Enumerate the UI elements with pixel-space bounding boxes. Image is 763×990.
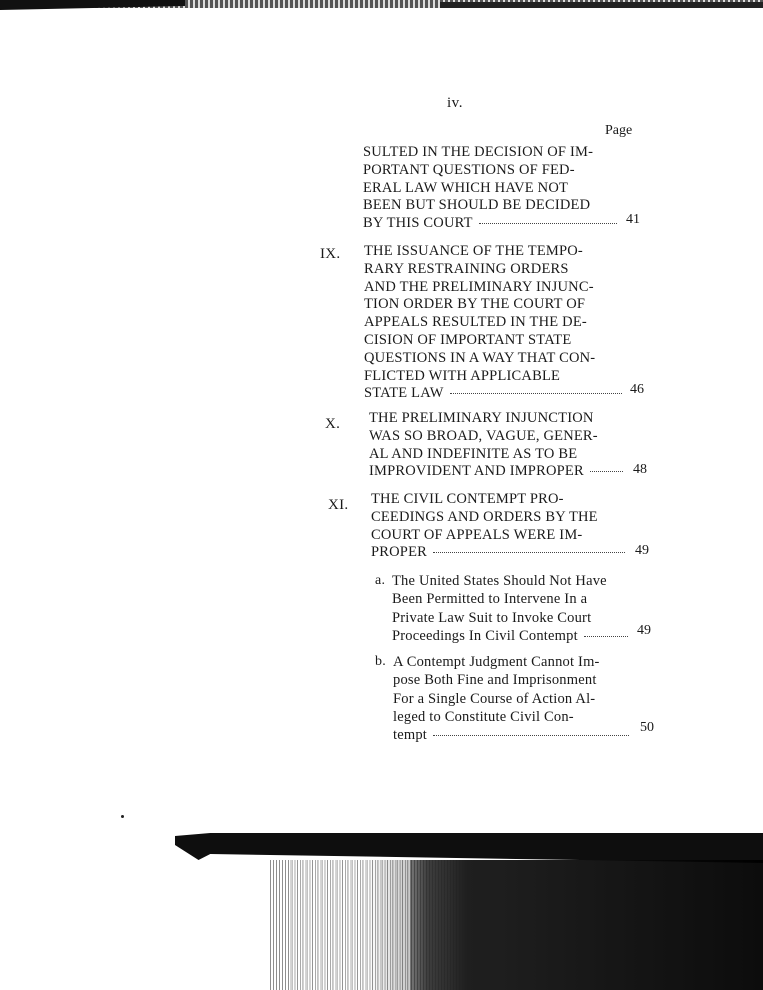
- toc-line: FLICTED WITH APPLICABLE: [364, 367, 561, 384]
- toc-line: THE ISSUANCE OF THE TEMPO-: [364, 243, 583, 259]
- toc-entry-number: X.: [325, 416, 341, 432]
- toc-line: Been Permitted to Intervene In a: [392, 591, 588, 608]
- scan-speck: [121, 815, 124, 818]
- toc-line: AND THE PRELIMINARY INJUNC-: [364, 278, 594, 295]
- toc-line: The United States Should Not Have: [392, 573, 607, 589]
- page-folio: iv.: [447, 95, 463, 111]
- dot-leader: [433, 735, 629, 736]
- toc-line: RARY RESTRAINING ORDERS: [364, 260, 569, 277]
- toc-line: TION ORDER BY THE COURT OF: [364, 296, 586, 313]
- toc-subentry-letter: a.: [375, 573, 386, 588]
- dot-leader: [590, 471, 623, 472]
- toc-line: THE CIVIL CONTEMPT PRO-: [371, 491, 564, 507]
- toc-line: QUESTIONS IN A WAY THAT CON-: [364, 349, 596, 366]
- toc-line: PORTANT QUESTIONS OF FED-: [363, 161, 575, 178]
- toc-page-number: 48: [633, 462, 647, 477]
- scan-bottom-noise: [290, 860, 410, 990]
- toc-page-number: 49: [637, 623, 651, 638]
- toc-entry-text: [363, 144, 611, 233]
- toc-line: leged to Constitute Civil Con-: [393, 708, 574, 725]
- toc-entry-text: [369, 410, 619, 481]
- toc-line: tempt: [393, 727, 428, 744]
- dot-leader: [433, 552, 625, 553]
- toc-line: BEEN BUT SHOULD BE DECIDED: [363, 197, 591, 214]
- toc-line: A Contempt Judgment Cannot Im-: [393, 654, 600, 670]
- toc-page-number: 50: [640, 720, 654, 735]
- toc-line: CISION OF IMPORTANT STATE: [364, 331, 572, 348]
- toc-line: WAS SO BROAD, VAGUE, GENER-: [369, 427, 598, 444]
- toc-entry-number: XI.: [328, 497, 349, 513]
- toc-entry-number: IX.: [320, 246, 341, 262]
- toc-line: For a Single Course of Action Al-: [393, 690, 596, 707]
- toc-last-line: [392, 627, 632, 645]
- toc-page-number: 49: [635, 543, 649, 558]
- toc-last-line: [371, 544, 629, 562]
- dot-leader: [450, 393, 622, 394]
- toc-line: COURT OF APPEALS WERE IM-: [371, 526, 583, 543]
- toc-line: THE PRELIMINARY INJUNCTION: [369, 410, 594, 426]
- toc-line: SULTED IN THE DECISION OF IM-: [363, 144, 594, 160]
- toc-entry-text: [364, 243, 614, 403]
- toc-subentry-text: [392, 572, 622, 645]
- toc-line: IMPROVIDENT AND IMPROPER: [369, 463, 584, 480]
- toc-subentry-text: [393, 653, 622, 744]
- toc-page-number: 41: [626, 212, 640, 227]
- scan-top-band: [440, 2, 763, 8]
- toc-line: STATE LAW: [364, 385, 444, 402]
- toc-line: Private Law Suit to Invoke Court: [392, 609, 592, 626]
- dot-leader: [584, 636, 628, 637]
- page-column-header: Page: [605, 123, 633, 138]
- toc-line: CEEDINGS AND ORDERS BY THE: [371, 508, 598, 525]
- toc-last-line: [393, 726, 633, 744]
- toc-line: BY THIS COURT: [363, 215, 473, 232]
- toc-line: Proceedings In Civil Contempt: [392, 627, 578, 644]
- toc-line: AL AND INDEFINITE AS TO BE: [369, 445, 578, 462]
- toc-line: ERAL LAW WHICH HAVE NOT: [363, 179, 569, 196]
- toc-last-line: [363, 215, 621, 233]
- toc-entry-text: [371, 491, 617, 562]
- toc-line: APPEALS RESULTED IN THE DE-: [364, 314, 587, 331]
- toc-line: PROPER: [371, 544, 427, 561]
- toc-page-number: 46: [630, 382, 644, 397]
- toc-line: pose Both Fine and Imprisonment: [393, 672, 597, 689]
- toc-subentry-letter: b.: [375, 654, 387, 669]
- scan-top-shadow: [0, 0, 185, 10]
- scan-bottom-shadow: [175, 833, 763, 863]
- dot-leader: [479, 223, 617, 224]
- toc-last-line: [364, 385, 626, 403]
- toc-last-line: [369, 463, 627, 481]
